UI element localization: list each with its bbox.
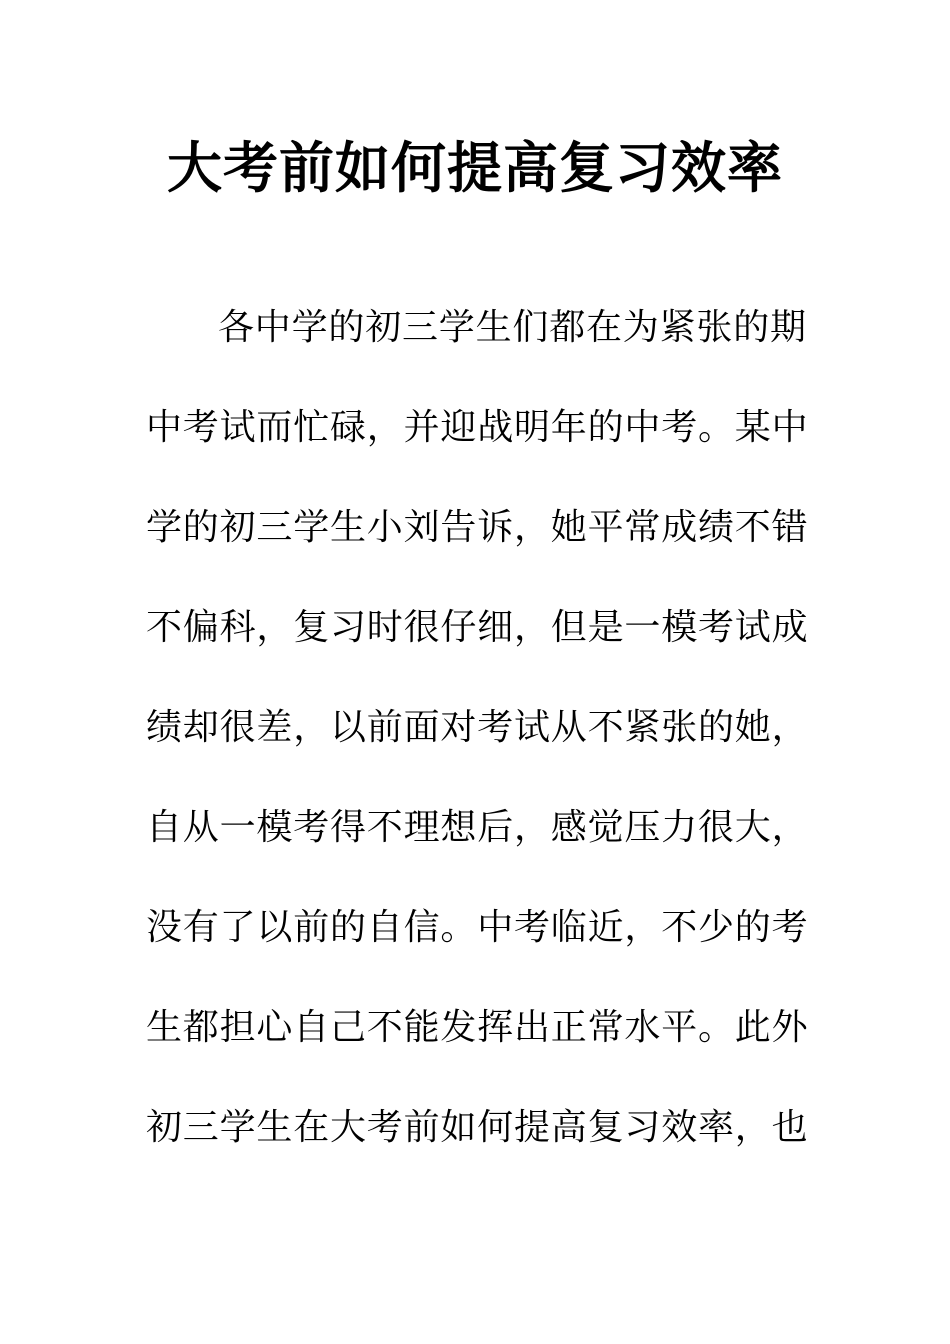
body-line: 各中学的初三学生们都在为紧张的期: [218, 307, 807, 348]
body-line: 中考试而忙碌，并迎战明年的中考。某中: [146, 407, 809, 448]
body-line: 没有了以前的自信。中考临近，不少的考: [146, 907, 809, 948]
document-body: [146, 296, 810, 1196]
body-line: 初三学生在大考前如何提高复习效率，也: [146, 1107, 809, 1148]
body-line: 自从一模考得不理想后，感觉压力很大，: [146, 807, 809, 848]
body-line: 学的初三学生小刘告诉，她平常成绩不错: [146, 507, 809, 548]
body-line: 生都担心自己不能发挥出正常水平。此外: [146, 1007, 809, 1048]
body-line: 不偏科，复习时很仔细，但是一模考试成: [146, 607, 809, 648]
document-title: 大考前如何提高复习效率: [166, 136, 783, 200]
body-line: 绩却很差，以前面对考试从不紧张的她，: [146, 707, 809, 748]
